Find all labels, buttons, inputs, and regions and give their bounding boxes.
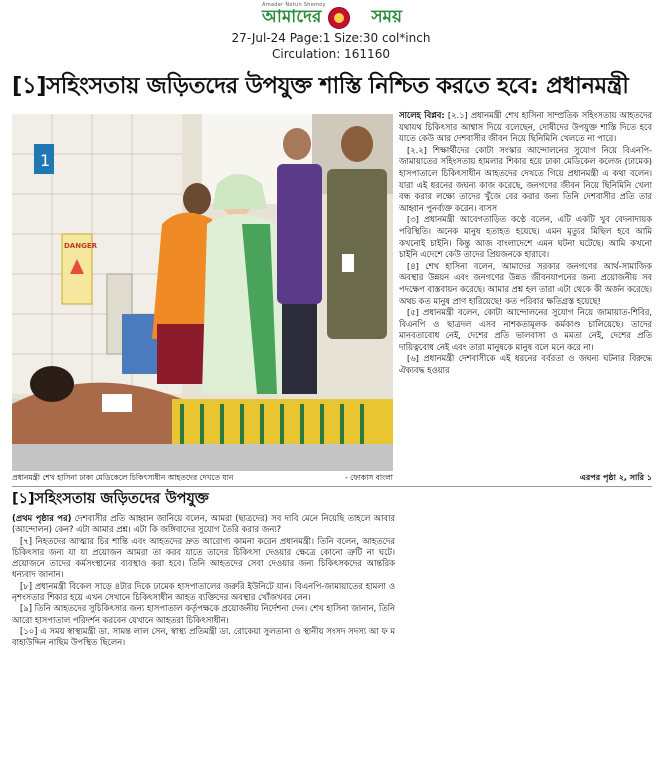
article-paragraph: [৬] প্রধানমন্ত্রী দেশবাসীকে এই ধরনের বর্বরতা ও জঘন্য ঘটনার বিরুদ্ধে ঐক্যবদ্ধ হওয়ার xyxy=(399,353,652,376)
logo-text-left: আমাদের xyxy=(262,7,322,27)
continued-marker: এরপর পৃষ্ঠা ২, সারি ১ xyxy=(579,473,652,482)
hospital-visit-photo xyxy=(12,114,393,471)
continuation-paragraph: [৭] নিহতদের আত্মার চির শান্তি এবং আহতদের দ্রুত আরোগ্য কামনা করেন প্রধানমন্ত্রী। তিনি বলেন, আহতদের চিকিৎসার জন্য যা যা প্রয়োজন আমরা তা করব যাতে তাদের চিকিৎসা দেওয়ার ক্ষেত্রে কোনো ত্রুটি না ঘটে। প্রয়োজনে তাদের কর্মসংস্থানের ব্যবস্থাও করা হবে। তিনি আহতদের সেবা দেওয়ার জন্য চিকিৎসকদের আন্তরিক ধন্যবাদ জানান। xyxy=(12,535,395,580)
newspaper-logo xyxy=(262,6,402,28)
continuation-paragraph: [৮] প্রধানমন্ত্রী বিকেল সাড়ে ৪টার দিকে ঢামেক হাসপাতালের জরুরি ইউনিটে যান। বিএনপি-জামায়াতের হামলা ও নৃশংসতার শিকার হয়ে এখন সেখানে চিকিৎসাধীন আহত ব্যক্তিদের অবস্থার খোঁজখবর নেন। xyxy=(12,580,395,603)
article-paragraph: সালেহ বিপ্লব: [২.১] প্রধানমন্ত্রী শেখ হাসিনা সাম্প্রতিক সহিংসতায় আহতদের যথাযথ চিকিৎসার আশ্বাস দিয়ে বলেছেন, দোষীদের উপযুক্ত শাস্তি দিতে হবে যাতে কেউ আর দেশবাসীর জীবন নিয়ে ছিনিমিনি খেলতে না পারে। xyxy=(399,110,652,144)
article-paragraph: [২.২] শিক্ষার্থীদের কোটা সংস্কার আন্দোলনের সুযোগ নিয়ে বিএনপি-জামায়াতের সহিংসতায় হামলার শিকার হয়ে ঢাকা মেডিকেল কলেজ (ঢামেক) হাসপাতালে চিকিৎসাধীন আহতদের দেখতে গিয়ে প্রধানমন্ত্রী এ কথা বলেন। যারা এই ধরনের জঘন্য কাজ করেছে, জনগণের জীবন নিয়ে ছিনিমিনি খেলা বন্ধ করার লক্ষ্যে তাদের খুঁজে বের করার জন্য তিনি দেশবাসীর প্রতি তার আহ্বান পুনর্ব্যক্ত করেন। বাসস xyxy=(399,144,652,213)
continuation-paragraph: (প্রথম পৃষ্ঠার পর) দেশবাসীর প্রতি আহ্বান জানিয়ে বলেন, আমরা (ছাত্রদের) সব দাবি মেনে নিয়েছি তাহলে আবার (আন্দোলন) কেন? এটা আমার প্রশ্ন। এটা কি জঙ্গিবাদের সুযোগ তৈরি করার জন্য? xyxy=(12,513,395,535)
ward-sign-number: 1 xyxy=(40,151,51,170)
clipping-meta: 27-Jul-24 Page:1 Size:30 col*inch xyxy=(231,31,431,45)
article-paragraph: [৪] শেখ হাসিনা বলেন, আমাদের সরকার জনগণের আর্থ-সামাজিক অবস্থার উন্নয়ন এবং জনগণের উন্নত জীবনযাপনের জন্য প্রয়োজনীয় সব পদক্ষেপ বাস্তবায়ন করেছে। আমার প্রশ্ন হল তারা এটা থেকে কী অর্জন করেছে। অথচ কত মানুষ প্রাণ হারিয়েছে! কত পরিবার ক্ষতিগ্রস্ত হয়েছে! xyxy=(399,260,652,306)
article-paragraph: [৩] প্রধানমন্ত্রী আবেগতাড়িত কণ্ঠে বলেন, এটি একটি খুব বেদনাদায়ক পরিস্থিতি। অনেক মানুষ হতাহত হয়েছে। এমন মৃত্যুর মিছিল হবে আমি কখনোই চাইনি। কিন্তু আজ বাংলাদেশে এমন ঘটনা ঘটেছে। আমি কখনো চাইনি এদেশে কেউ তাদের প্রিয়জনকে হারাবে। xyxy=(399,214,652,260)
article-headline: [১]সহিংসতায় জড়িতদের উপযুক্ত শাস্তি নিশ্চিত করতে হবে: প্রধানমন্ত্রী xyxy=(12,73,629,99)
logo-text-right: সময় xyxy=(371,7,402,27)
from-page-marker: (প্রথম পৃষ্ঠার পর) xyxy=(12,513,72,523)
article-body xyxy=(399,110,652,482)
photo-caption xyxy=(12,472,393,484)
continuation-body xyxy=(12,513,395,725)
masthead-tagline: Amader Notun Shomoy xyxy=(262,2,326,8)
photo-caption-text: প্রধানমন্ত্রী শেখ হাসিনা ঢাকা মেডিকেলে চিকিৎসাধীন আহতদের দেখতে যান xyxy=(12,473,234,482)
logo-seal-icon xyxy=(328,7,350,29)
continuation-paragraph: [৯] তিনি আহতদের সুচিকিৎসার জন্য হাসপাতাল কর্তৃপক্ষকে প্রয়োজনীয় নির্দেশনা দেন। শেখ হাসিনা জানান, তিনি আরো হাসপাতাল পরিদর্শন করবেন যেখানে আহতরা চিকিৎসাধীন। xyxy=(12,603,395,625)
circulation-line: Circulation: 161160 xyxy=(272,47,390,61)
photo-credit: - ফোকাস বাংলা xyxy=(345,473,393,482)
danger-sign-label: DANGER xyxy=(64,242,98,250)
continuation-paragraph: [১০] এ সময় স্বাস্থ্যমন্ত্রী ডা. সামন্ত লাল সেন, স্বাস্থ্য প্রতিমন্ত্রী ডা. রোকেয়া সুলতানা ও স্থানীয় সংসদ সদস্য আ ফ ম বাহাউদ্দিন নাছিম উপস্থিত ছিলেন। xyxy=(12,625,395,648)
masthead xyxy=(0,0,662,70)
section-divider xyxy=(12,486,652,487)
continuation-headline: [১]সহিংসতায় জড়িতদের উপযুক্ত xyxy=(12,491,209,507)
news-photo xyxy=(12,114,393,471)
article-paragraph: [৫] প্রধানমন্ত্রী বলেন, কোটা আন্দোলনের সুযোগ নিয়ে জামায়াত-শিবির, বিএনপি ও ছাত্রদল এসব নাশকতামূলক কর্মকাণ্ড চালিয়েছে। তাদের মানবতাবোধ নেই, দেশের প্রতি ভালবাসা ও মমতা নেই, দেশের প্রতি দায়িত্ববোধ নেই এবং তারা মানুষকে মানুষ বলে মনে করে না। xyxy=(399,307,652,352)
dateline: সালেহ বিপ্লব: xyxy=(399,110,445,120)
